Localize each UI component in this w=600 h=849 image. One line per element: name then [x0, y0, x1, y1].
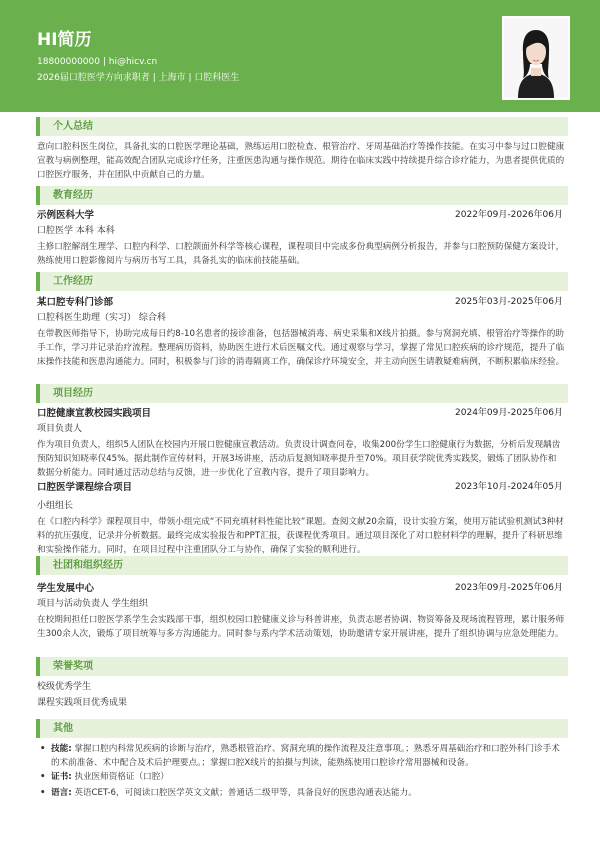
honor-item: 课程实践项目优秀成果	[37, 698, 128, 708]
education-major: 口腔医学 本科 本科	[37, 226, 115, 236]
language-item	[40, 787, 566, 801]
organization-name: 学生发展中心	[37, 583, 95, 594]
summary-text: 意向口腔科医生岗位，具备扎实的口腔医学理论基础，熟练运用口腔检查、根管治疗、牙周基础治疗等操作技能。在实习中参与过口腔健康宣教与病例整理，能高效配合团队完成诊疗任务，注重医患沟通与操作规范。期待在临床实践中持续提升综合诊疗能力，为患者提供优质的口腔医疗服务，并在团队中贡献自己的力量。	[37, 142, 565, 180]
work-description: 在带教医师指导下，协助完成每日约8-10名患者的接诊准备，包括器械消毒、病史采集和X线片拍摄。参与窝洞充填、根管治疗等操作的助手工作，学习并记录治疗流程。整理病历资料，协助医生进行术后医嘱文代。通过观察与学习，掌握了常见口腔疾病的诊疗规范，提升了临床操作技能和医患沟通能力。同时，积极参与门诊的消毒隔离工作，确保诊疗环境安全，并主动向医生请教疑难病例，不断积累临床经验。	[37, 329, 565, 367]
project-name: 口腔健康宣教校园实践项目	[37, 408, 152, 419]
honor-item: 校级优秀学生	[37, 682, 92, 692]
section-summary	[36, 117, 568, 136]
bullet-icon: •	[40, 744, 46, 754]
project-description: 在《口腔内科学》课程项目中，带领小组完成“不同充填材料性能比较”课题。查阅文献20余篇，设计实验方案，使用万能试验机测试3种材料的抗压强度，记录并分析数据。最终完成实验报告和PPT汇报，获课程优秀项目。通过项目深化了对口腔材料学的理解，提升了科研思维和实验操作能力。同时，在项目过程中注重团队分工与协作，确保了实验的顺利进行。	[37, 517, 564, 555]
section-title: 工作经历	[53, 276, 93, 287]
work-role: 口腔科医生助理（实习） 综合科	[37, 313, 166, 323]
date-range: 2025年03月-2025年06月	[455, 297, 563, 307]
project-role: 小组组长	[37, 501, 74, 511]
project-name: 口腔医学课程综合项目	[37, 482, 133, 493]
school-name: 示例医科大学	[37, 210, 95, 221]
date-range: 2024年09月-2025年06月	[455, 408, 563, 418]
section-title: 项目经历	[53, 388, 93, 399]
item-text: 执业医师资格证（口腔）	[71, 772, 169, 782]
job-intent: 2026届口腔医学方向求职者 | 上海市 | 口腔科医生	[37, 73, 240, 83]
candidate-name: HI简历	[37, 30, 92, 50]
item-label: 技能:	[51, 744, 72, 754]
project-description: 作为项目负责人，组织5人团队在校园内开展口腔健康宣教活动。负责设计调查问卷，收集200份学生口腔健康行为数据，分析后发现龋齿预防知识知晓率仅45%。据此制作宣传材料，开展3场讲座，活动后复测知晓率提升至70%。项目获学院优秀实践奖，锻炼了团队协作和数据分析能力。同时通过活动总结与反馈，进一步优化了宣教内容，提升了项目影响力。	[37, 440, 561, 478]
certificate-item	[40, 771, 566, 785]
education-item	[37, 209, 563, 223]
section-activities	[36, 556, 568, 575]
portrait-icon	[504, 18, 568, 98]
section-others	[36, 719, 568, 738]
activity-description: 在校期间担任口腔医学系学生会实践部干事，组织校园口腔健康义诊与科普讲座，负责志愿者协调、物资筹备及现场流程管理，累计服务师生300余人次，锻炼了项目统筹与多方沟通能力。同时参与系内学术活动策划，协助邀请专家开展讲座，提升了组织协调与应急处理能力。	[37, 615, 565, 639]
profile-photo	[502, 16, 570, 100]
section-title: 社团和组织经历	[53, 560, 123, 571]
section-title: 荣誉奖项	[53, 661, 93, 672]
item-label: 证书:	[51, 772, 72, 782]
contact-info: 18800000000 | hi@hicv.cn	[37, 57, 158, 67]
company-name: 某口腔专科门诊部	[37, 297, 114, 308]
section-title: 个人总结	[53, 121, 93, 132]
project-item	[37, 481, 563, 495]
project-role: 项目负责人	[37, 424, 83, 434]
item-text: 掌握口腔内科常见疾病的诊断与治疗，熟悉根管治疗、窝洞充填的操作流程及注意事项。；熟悉牙周基础治疗和口腔外科门诊手术的术前准备、术中配合及术后护理要点。；掌握口腔X线片的拍摄与判读，能熟练使用口腔诊疗常用器械和设备。	[51, 744, 560, 768]
activity-item	[37, 582, 563, 596]
bullet-icon: •	[40, 772, 46, 782]
work-item	[37, 296, 563, 310]
item-text: 英语CET-6，可阅读口腔医学英文文献；普通话二级甲等，具备良好的医患沟通表达能力。	[71, 788, 417, 798]
activity-role: 项目与活动负责人 学生组织	[37, 599, 148, 609]
date-range: 2022年09月-2026年06月	[455, 210, 563, 220]
section-title: 其他	[53, 723, 73, 734]
section-education	[36, 186, 568, 205]
skills-item	[40, 743, 566, 771]
date-range: 2023年09月-2025年06月	[455, 583, 563, 593]
section-honors	[36, 657, 568, 676]
item-label: 语言:	[51, 788, 72, 798]
education-description: 主修口腔解剖生理学、口腔内科学、口腔颌面外科学等核心课程，课程项目中完成多份典型病例分析报告，并参与口腔预防保健方案设计，熟练使用口腔影像阅片与病历书写工具，具备扎实的临床前技能基础。	[37, 242, 565, 266]
bullet-icon: •	[40, 788, 46, 798]
section-projects	[36, 384, 568, 403]
section-work	[36, 272, 568, 291]
date-range: 2023年10月-2024年05月	[455, 482, 563, 492]
project-item	[37, 407, 563, 421]
section-title: 教育经历	[53, 190, 93, 201]
resume-header	[0, 0, 600, 112]
